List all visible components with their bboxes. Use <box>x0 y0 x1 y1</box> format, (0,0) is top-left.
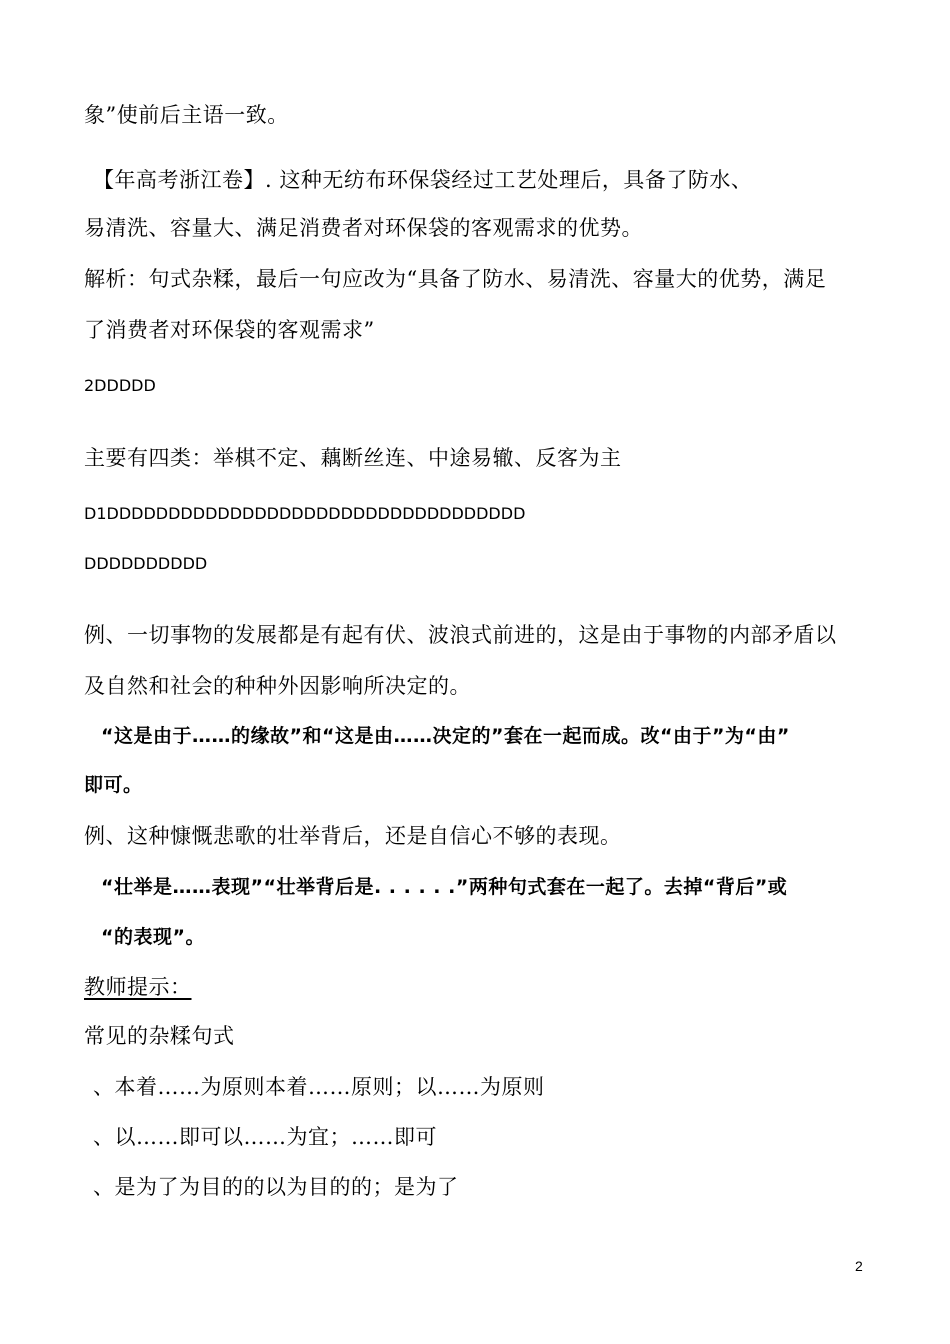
pattern-item-2: 、以……即可以……为宜；……即可 <box>93 1125 437 1149</box>
exam-question-line-2: 易清洗、容量大、满足消费者对环保袋的客观需求的优势。 <box>84 216 643 240</box>
garbled-line-2: DDDDDDDDDD <box>84 554 208 573</box>
analysis-line-1: 解析：句式杂糅，最后一句应改为“具备了防水、易清洗、容量大的优势，满足 <box>84 267 827 291</box>
example-1-line-1: 例、一切事物的发展都是有起有伏、波浪式前进的，这是由于事物的内部矛盾以 <box>84 623 837 647</box>
teacher-tip-heading: 教师提示： <box>84 975 192 999</box>
example-2-line: 例、这种慷慨悲歌的壮举背后，还是自信心不够的表现。 <box>84 824 622 848</box>
garbled-heading: 2DDDDD <box>84 376 156 395</box>
analysis-line-2: 了消费者对环保袋的客观需求” <box>84 318 375 342</box>
garbled-line-1: D1DDDDDDDDDDDDDDDDDDDDDDDDDDDDDDDDDD <box>84 504 526 523</box>
example-1-note-line-1: “这是由于……的缘故”和“这是由……决定的”套在一起而成。改“由于”为“由” <box>101 725 790 747</box>
example-2-note-line-1: “壮举是……表现”“壮举背后是. . . . . .”两种句式套在一起了。去掉“背后”或 <box>101 876 788 898</box>
common-patterns-heading: 常见的杂糅句式 <box>84 1024 235 1048</box>
text-line-1: 象”使前后主语一致。 <box>84 103 289 127</box>
pattern-item-3: 、是为了为目的的以为目的的；是为了 <box>93 1175 459 1199</box>
category-summary: 主要有四类：举棋不定、藕断丝连、中途易辙、反客为主 <box>84 446 622 470</box>
page-number: 2 <box>855 1258 863 1274</box>
example-2-note-line-2: “的表现”。 <box>101 926 205 948</box>
exam-question-line-1: 【年高考浙江卷】. 这种无纺布环保袋经过工艺处理后，具备了防水、 <box>93 168 753 192</box>
pattern-item-1: 、本着……为原则本着……原则；以……为原则 <box>93 1075 545 1099</box>
example-1-note-line-2: 即可。 <box>84 774 143 796</box>
example-1-line-2: 及自然和社会的种种外因影响所决定的。 <box>84 674 471 698</box>
